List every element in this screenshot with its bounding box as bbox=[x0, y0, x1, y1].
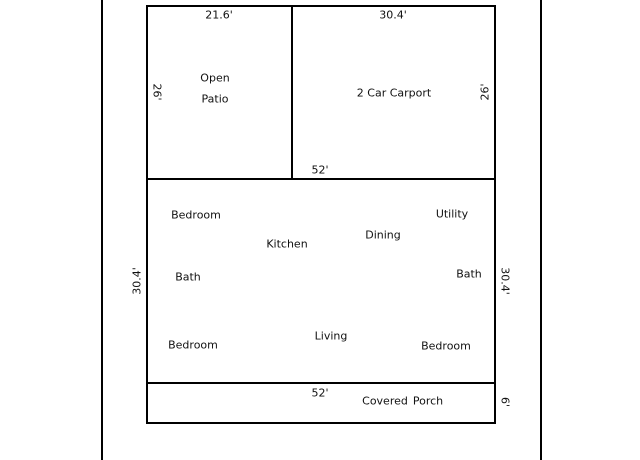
patio-width-label: 21.6' bbox=[205, 8, 233, 22]
house-depth-right-label: 30.4' bbox=[498, 267, 512, 295]
porch-label-word1: Covered bbox=[362, 394, 408, 408]
carport-depth-label: 26' bbox=[478, 83, 492, 101]
utility-label: Utility bbox=[435, 207, 469, 221]
bedroom-top-left-label: Bedroom bbox=[171, 208, 221, 222]
patio-depth-label: 26' bbox=[150, 83, 164, 101]
bedroom-bottom-right-label: Bedroom bbox=[421, 339, 471, 353]
patio-label-line1: Open bbox=[200, 71, 230, 85]
porch-depth-label: 6' bbox=[498, 396, 512, 408]
porch-width-label: 52' bbox=[311, 386, 329, 400]
dining-label: Dining bbox=[365, 228, 401, 242]
house-width-label: 52' bbox=[311, 163, 329, 177]
carport-width-label: 30.4' bbox=[379, 8, 407, 22]
bath-right-label: Bath bbox=[456, 267, 482, 281]
house-depth-left-label: 30.4' bbox=[130, 267, 144, 295]
carport-label: 2 Car Carport bbox=[356, 86, 432, 100]
porch-label-word2: Porch bbox=[412, 394, 444, 408]
kitchen-label: Kitchen bbox=[266, 237, 308, 251]
living-label: Living bbox=[314, 329, 348, 343]
patio-label-line2: Patio bbox=[201, 92, 229, 106]
bedroom-bottom-left-label: Bedroom bbox=[168, 338, 218, 352]
bath-left-label: Bath bbox=[175, 270, 201, 284]
